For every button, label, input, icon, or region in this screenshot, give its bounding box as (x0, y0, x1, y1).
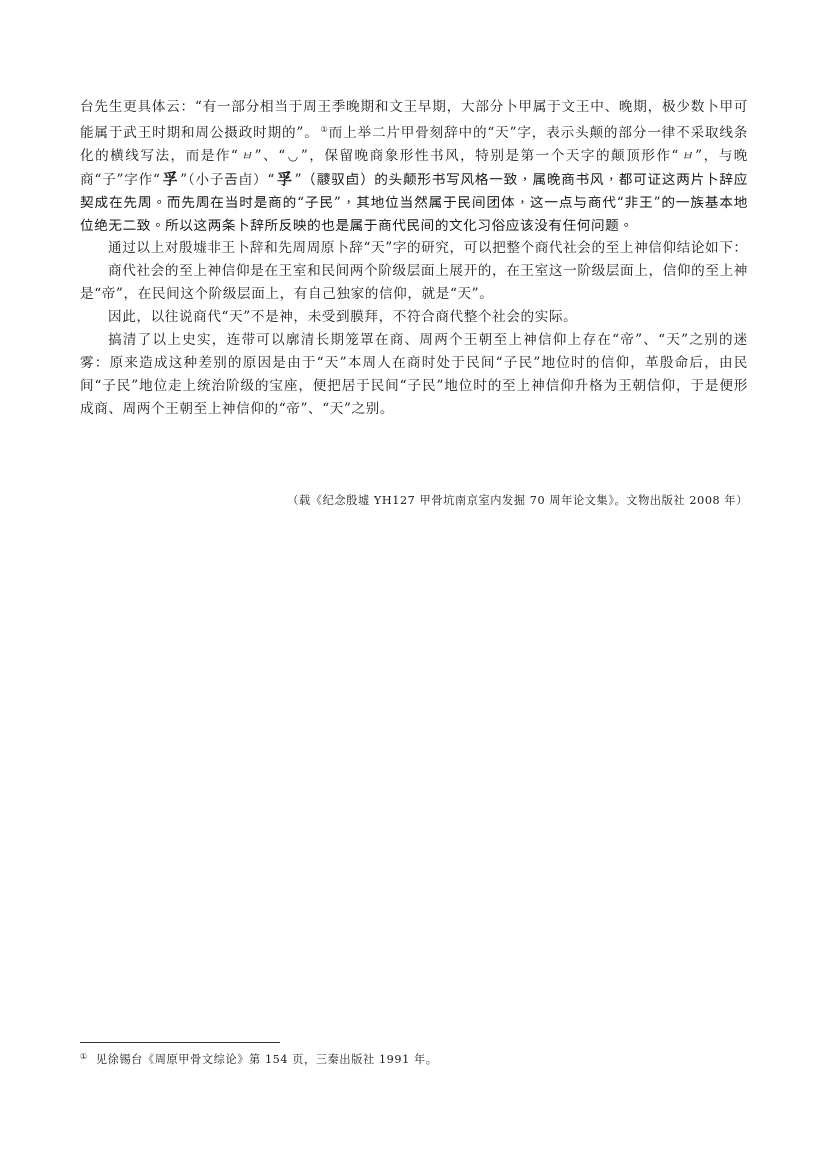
paragraph-1-text-f: ”（小子𢀛卣）“ (180, 171, 275, 188)
oracle-glyph-4: 孚 (162, 169, 179, 188)
footnote-marker: ① (80, 1052, 88, 1061)
paragraph-1 (80, 96, 748, 237)
paragraph-4: 因此，以往说商代“天”不是神，未受到膜拜，不符合商代整个社会的实际。 (108, 309, 578, 326)
oracle-glyph-5: 孚 (276, 169, 293, 188)
footnote-ref-1[interactable]: ① (320, 124, 329, 134)
paragraph-3: 商代社会的至上神信仰是在王室和民间两个阶级层面上展开的，在王室这一阶级层面上，信仰的至上神是“帝”，在民间这个阶级层面上，有自己独家的信仰，就是“天”。 (80, 263, 748, 303)
footnote-divider (80, 1042, 280, 1043)
paragraph-1-text-a: 台先生更具体云：“有一部分相当于周王季晚期和文王早期，大部分卜甲属于文王中、晚期，极少数卜甲可能属于武王时期和周公摄政时期的”。 (80, 99, 748, 141)
paragraph-5: 搞清了以上史实，连带可以廓清长期笼罩在商、周两个王朝至上神信仰上存在“帝”、“天”之别的迷雾：原来造成这种差别的原因是由于“天”本周人在商时处于民间“子民”地位时的信仰，革殷命后，由民间“子民”地位走上统治阶级的宝座，便把居于民间“子民”地位时的至上神信仰升格为王朝信仰，于是便形成商、周两个王朝至上神信仰的“帝”、“天”之别。 (80, 332, 748, 417)
oracle-glyph-3: ㅂ (680, 148, 694, 163)
paragraph-1-text-c: ”、“ (254, 147, 286, 164)
paragraph-1-text-g: ”（𩱛驭卣）的头颠形书写风格一致，属晚商书风，都可证这两片卜辞应契成在先周。而先周在当时是商的“子民”，其地位当然属于民间团体，这一点与商代“非王”的一族基本地位绝无二致。所以这两条卜辞所反映的也是属于商代民间的文化习俗应该没有任何问题。 (80, 171, 748, 234)
oracle-glyph-2: ◡ (287, 148, 299, 163)
footnote (80, 1051, 748, 1067)
paragraph-2: 通过以上对殷墟非王卜辞和先周周原卜辞“天”字的研究，可以把整个商代社会的至上神信仰结论如下： (108, 240, 748, 257)
oracle-glyph-1: ㅂ (240, 148, 253, 163)
paragraph-1-text-e: ”，与晚商“子”字作“ (80, 147, 748, 188)
paragraph-1-text-d: ”，保留晚商象形性书风，特别是第一个天字的颠顶形作“ (300, 147, 679, 164)
source-note: （载《纪念殷墟 YH127 甲骨坑南京室内发掘 70 周年论文集》。文物出版社 2008 年） (287, 494, 748, 507)
paragraph-1-text-b: 而上举二片甲骨刻辞中的“天”字，表示头颠的部分一律不采取线条化的横线写法，而是作“ (80, 124, 748, 164)
body-text (80, 96, 748, 421)
footnote-text: 见徐锡台《周原甲骨文综论》第 154 页，三秦出版社 1991 年。 (95, 1053, 438, 1066)
